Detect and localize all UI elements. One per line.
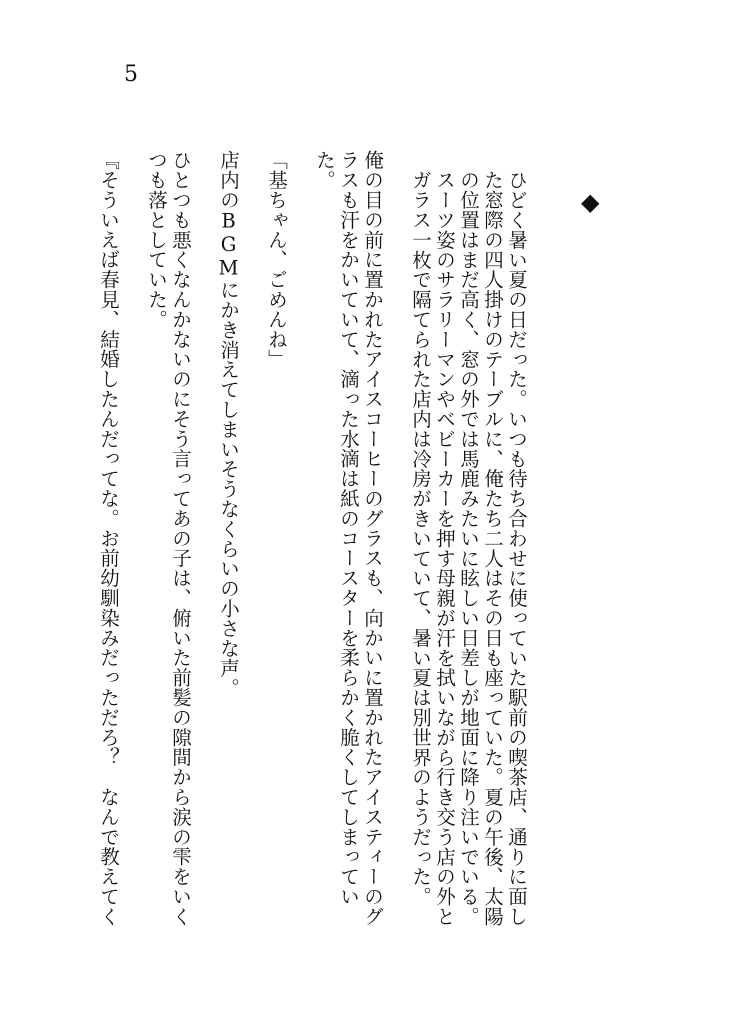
page-number: 5: [124, 62, 138, 87]
dialogue-line: 『そういえば春見、結婚したんだってな。お前幼馴染みだっただろ？ なんで教えてく: [97, 150, 120, 927]
paragraph: 俺の目の前に置かれたアイスコーヒーのグラスも、向かいに置かれたアイスティーのグラスも汗をかいていて、滴った水滴は紙のコースターを柔らかく脆くしてしまっていた。: [313, 150, 384, 927]
paragraph: ひとつも悪くなんかないのにそう言ってあの子は、俯いた前髪の隙間から涙の雫をいくつも落としていた。: [145, 150, 192, 927]
paragraph: 店内のBGMにかき消えてしまいそうなくらいの小さな声。: [217, 150, 240, 698]
dialogue-line: 「基ちゃん、ごめんね」: [265, 150, 288, 369]
section-break-icon: ◆: [581, 188, 600, 216]
paragraph: ひどく暑い夏の日だった。いつも待ち合わせに使っていた駅前の喫茶店、通りに面した窓際の四人掛けのテーブルに、俺たち二人はその日も座っていた。夏の午後、太陽の位置はまだ高く、窓の外では馬鹿みたいに眩しい日差しが地面に降り注いでいる。スーツ姿のサラリーマンやベビーカーを押す母親が汗を拭いながら行き交う店の外とガラス一枚で隔てられた店内は冷房がきいていて、暑い夏は別世界のようだった。: [409, 169, 528, 926]
body-text: [97, 150, 552, 940]
